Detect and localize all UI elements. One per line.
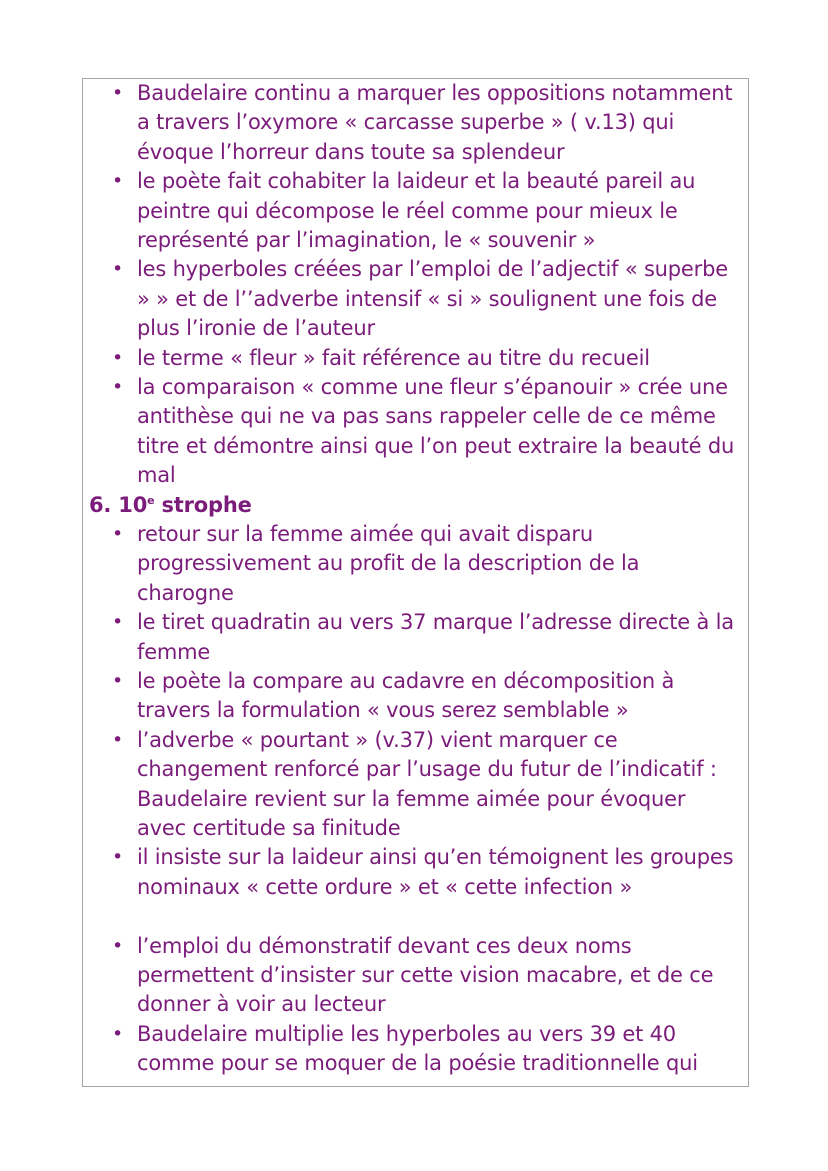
list-item-text: le tiret quadratin au vers 37 marque l’adresse directe à la femme: [137, 610, 734, 664]
bullet-icon: •: [112, 611, 124, 634]
bullet-icon: •: [112, 934, 124, 957]
bullet-icon: •: [112, 669, 124, 692]
list-item: [112, 520, 738, 608]
bullet-icon: •: [112, 258, 124, 281]
document-content: [83, 79, 748, 1079]
heading-title: strophe: [154, 492, 252, 517]
list-item-text: le poète fait cohabiter la laideur et la beauté pareil au peintre qui décompose le réel comme pour mieux le représenté par l’imagination, le « souvenir »: [137, 169, 696, 252]
list-item: [112, 667, 738, 726]
bullet-list-strophe-10: [83, 520, 748, 1079]
list-item: [112, 373, 738, 491]
heading-superscript: e: [147, 493, 155, 507]
list-item: [112, 344, 738, 373]
bullet-icon: •: [112, 728, 124, 751]
bullet-icon: •: [112, 846, 124, 869]
list-item-text: l’emploi du démonstratif devant ces deux noms permettent d’insister sur cette vision macabre, et de ce donner à voir au lecteur: [137, 933, 714, 1017]
list-item: [112, 843, 738, 931]
list-item: [112, 167, 738, 255]
list-item-text: il insiste sur la laideur ainsi qu’en témoignent les groupes nominaux « cette ordure » et « cette infection »: [137, 845, 734, 899]
list-item-text: le poète la compare au cadavre en décomposition à travers la formulation « vous serez semblable »: [137, 668, 675, 723]
list-item: [112, 255, 738, 343]
bullet-icon: •: [112, 522, 124, 545]
list-item-text: Baudelaire continu a marquer les oppositions notamment a travers l’oxymore « carcasse superbe » ( v.13) qui évoque l’horreur dans toute sa splendeur: [137, 81, 733, 164]
bullet-icon: •: [112, 375, 124, 398]
bullet-icon: •: [112, 170, 124, 193]
list-item: [112, 932, 738, 1020]
bullet-icon: •: [112, 1022, 124, 1045]
heading-number: 6. 10: [89, 492, 148, 517]
list-item-text: les hyperboles créées par l’emploi de l’adjectif « superbe » » et de l’’adverbe intensif « si » soulignent une fois de plus l’ironie de l’auteur: [137, 257, 728, 341]
bullet-icon: •: [112, 82, 124, 104]
list-item-text: Baudelaire multiplie les hyperboles au vers 39 et 40 comme pour se moquer de la poésie traditionnelle qui: [137, 1021, 698, 1076]
list-item: [112, 608, 738, 667]
list-item-text: la comparaison « comme une fleur s’épanouir » crée une antithèse qui ne va pas sans rappeler celle de ce même titre et démontre ainsi que l’on peut extraire la beauté du mal: [137, 374, 735, 488]
bullet-list-strophe-9: [83, 79, 748, 491]
page-frame: [82, 78, 749, 1087]
list-item-text: l’adverbe « pourtant » (v.37) vient marquer ce changement renforcé par l’usage du futur de l’indicatif : Baudelaire revient sur la femme aimée pour évoquer avec certitude sa finitude: [137, 727, 717, 840]
list-item-text: retour sur la femme aimée qui avait disparu progressivement au profit de la description de la charogne: [137, 521, 640, 605]
list-item: [112, 726, 738, 844]
list-item: [112, 79, 738, 167]
list-item-text: le terme « fleur » fait référence au titre du recueil: [137, 345, 650, 370]
list-item: [112, 1020, 738, 1079]
bullet-icon: •: [112, 346, 124, 369]
section-heading: [83, 491, 748, 520]
